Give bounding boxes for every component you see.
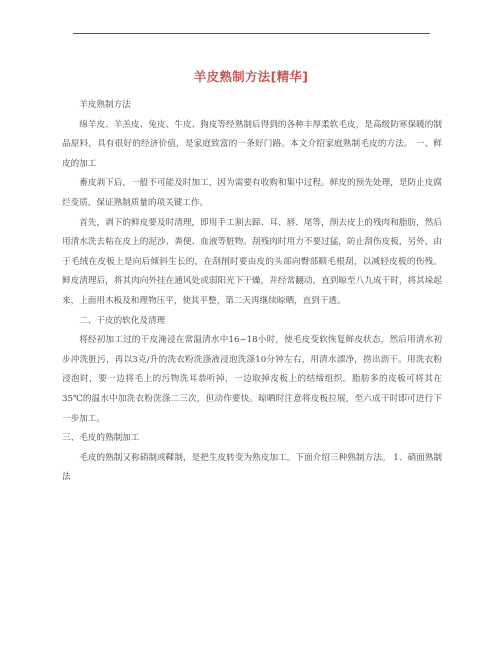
paragraph: 绵羊皮、羊羔皮、兔皮、牛皮、狗皮等经熟制后得到的各种丰厚柔软毛皮，是高级防寒保暖的制品原料，具有很好的经济价值，是家庭致富的一条好门路。本文介绍家庭熟制毛皮的方法。 一、鲜皮的加工 bbox=[62, 119, 442, 169]
paragraph: 首先，剥下的鲜皮要及时清理，即用手工割去蹄、耳、唇、尾等，削去皮上的残肉和脂肪，然后用清水洗去粘在皮上的泥沙、粪便、血液等脏物。刮残肉时用力不要过猛，防止刮伤皮板，另外，由于毛绒在皮板上是向后倾斜生长的，在刮削时要由皮的头部向臀部顺毛根刮，以减轻皮板的伤残。 鲜皮清理后，将其肉向外挂在通风处或弱阳光下干燥，并经常翻动，直到晾至八九成干时，将其垛起来，上面用木板及和理物压平，使其平整，第二天再继续晾晒，直到干透。 bbox=[62, 217, 442, 306]
paragraph: 将经初加工过的干皮淹浸在常温清水中16~18小时，使毛皮变软恢复鲜皮状态，然后用清水初步冲洗脏污，再以3克/升的洗衣粉洗涤液浸泡洗涤10分钟左右，用清水漂净，捞出沥干。用洗衣粉浸泡时，要一边将毛上的污物洗耳恭听掉，一边取掉皮板上的结缔组织。脂肪多的皮板可将其在35℃的温水中加洗衣粉洗涤二三次，但动作要快。晾晒时注意将皮板拉展，至六成干时即可进行下一步加工。 bbox=[62, 335, 442, 424]
section-heading: 二、干皮的软化及清理 bbox=[79, 315, 166, 326]
document-title: 羊皮熟制方法[精华] bbox=[193, 69, 309, 84]
paragraph: 畜皮剥下后，一般不可能及时加工，因为需要有收购和集中过程。鲜皮的预先处理，是防止皮腐烂变质，保证熟制质量的项关键工作。 bbox=[62, 178, 442, 208]
document-body bbox=[62, 96, 442, 488]
paragraph: 羊皮熟制方法 bbox=[79, 100, 131, 110]
header-rule bbox=[73, 33, 430, 34]
section-heading: 三、毛皮的熟制加工 bbox=[62, 433, 140, 444]
paragraph: 毛皮的熟制又称硝制或鞣制，是把生皮转变为熟皮加工。下面介绍三种熟制方法。 1、硝面熟制法 bbox=[62, 452, 442, 483]
